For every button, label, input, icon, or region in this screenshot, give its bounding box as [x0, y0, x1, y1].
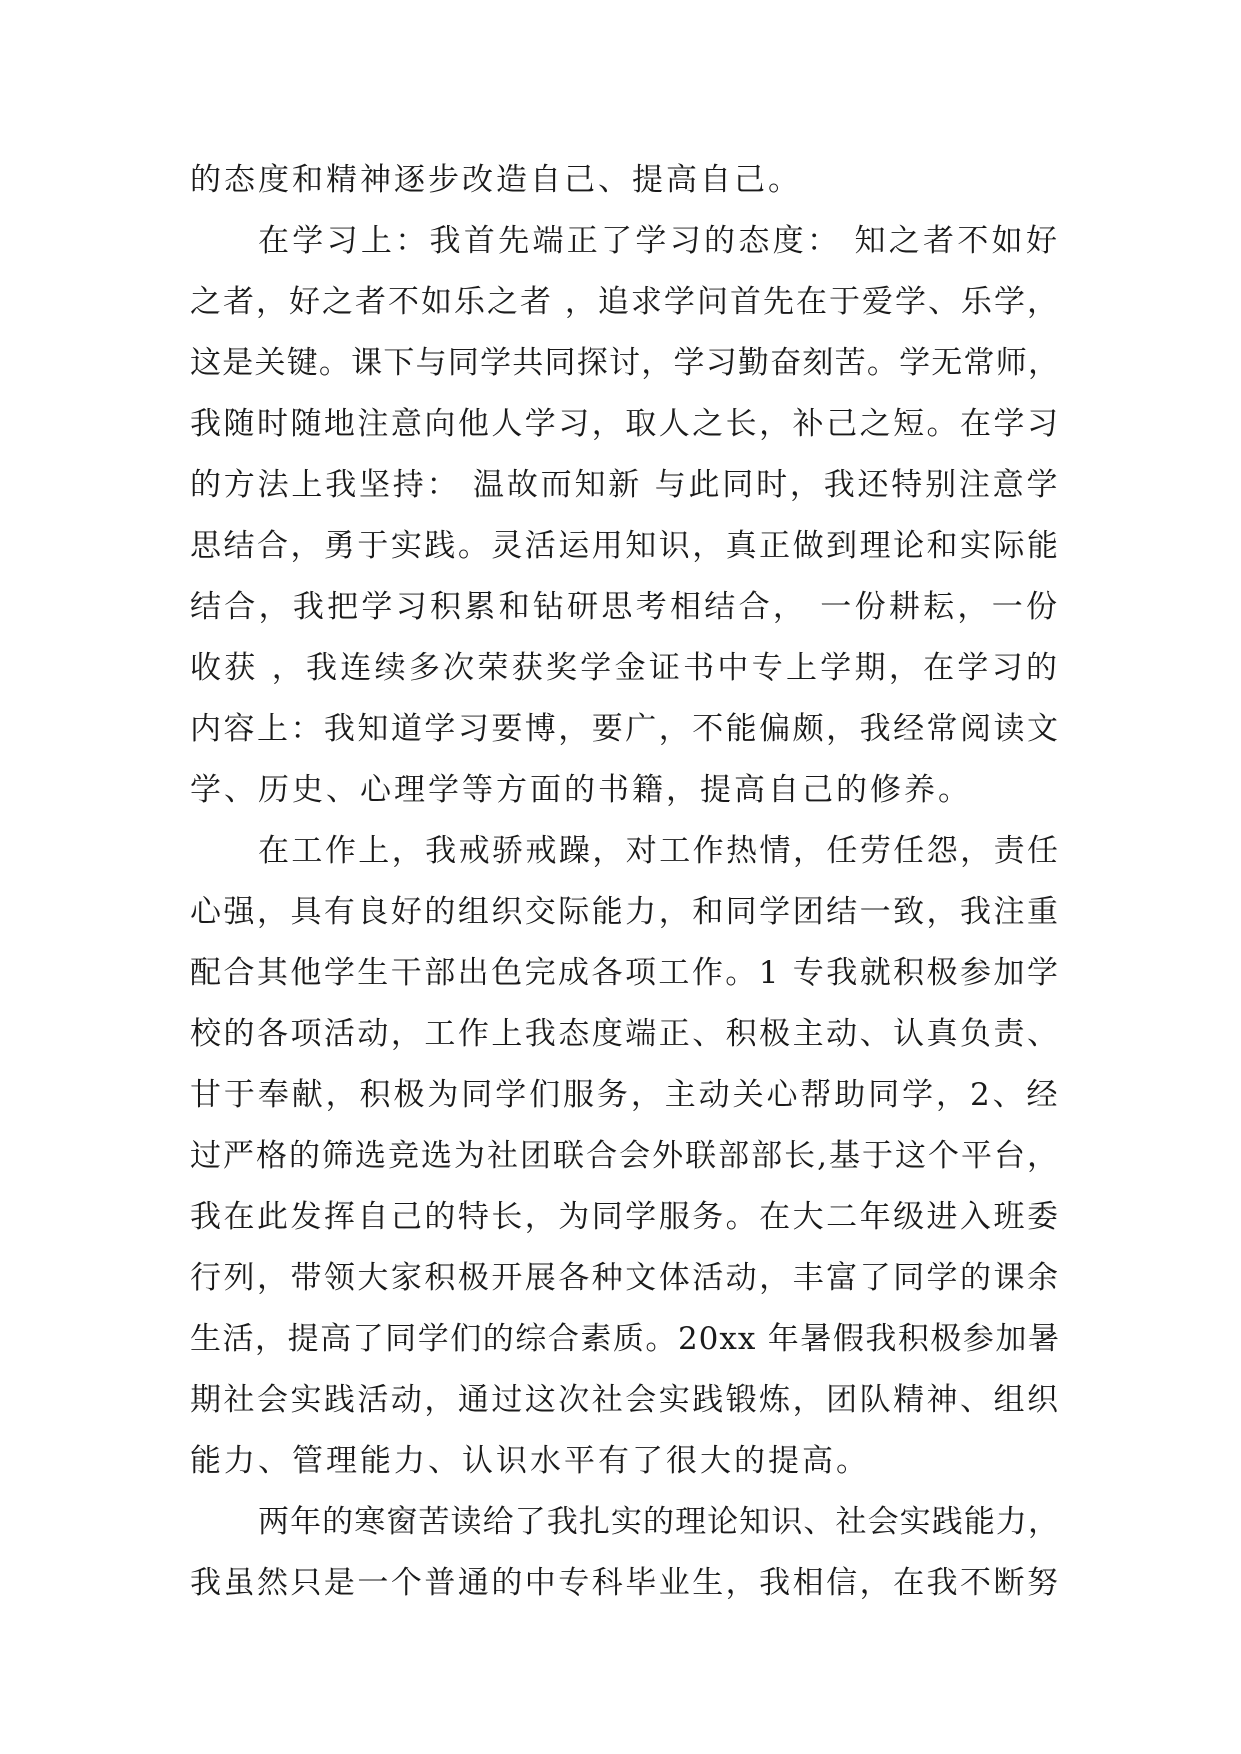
text-line: 生活，提高了同学们的综合素质。20xx 年暑假我积极参加暑 — [190, 1321, 1060, 1357]
text-line: 过严格的筛选竞选为社团联合会外联部部长,基于这个平台， — [190, 1138, 1060, 1174]
text-line: 学、历史、心理学等方面的书籍，提高自己的修养。 — [190, 772, 972, 808]
paragraph-first-line: 在工作上，我戒骄戒躁，对工作热情，任劳任怨，责任 — [258, 833, 1060, 869]
text-line: 的态度和精神逐步改造自己、提高自己。 — [190, 162, 802, 198]
text-line: 我随时随地注意向他人学习，取人之长，补己之短。在学习 — [190, 406, 1060, 442]
paragraph-first-line: 在学习上：我首先端正了学习的态度： 知之者不如好 — [258, 223, 1060, 259]
body-text — [190, 150, 1060, 1614]
text-line: 甘于奉献，积极为同学们服务，主动关心帮助同学，2、经 — [190, 1077, 1060, 1113]
text-line: 我在此发挥自己的特长，为同学服务。在大二年级进入班委 — [190, 1199, 1060, 1235]
text-line: 心强，具有良好的组织交际能力，和同学团结一致，我注重 — [190, 894, 1060, 930]
text-line: 行列，带领大家积极开展各种文体活动，丰富了同学的课余 — [190, 1260, 1060, 1296]
paragraph-first-line: 两年的寒窗苦读给了我扎实的理论知识、社会实践能力， — [258, 1504, 1060, 1540]
text-line: 期社会实践活动，通过这次社会实践锻炼，团队精神、组织 — [190, 1382, 1060, 1418]
text-line: 我虽然只是一个普通的中专科毕业生，我相信，在我不断努 — [190, 1565, 1060, 1601]
text-line: 思结合，勇于实践。灵活运用知识，真正做到理论和实际能 — [190, 528, 1060, 564]
text-line: 这是关键。课下与同学共同探讨，学习勤奋刻苦。学无常师， — [190, 345, 1060, 381]
text-line: 校的各项活动，工作上我态度端正、积极主动、认真负责、 — [190, 1016, 1060, 1052]
text-line: 内容上：我知道学习要博，要广，不能偏颇，我经常阅读文 — [190, 711, 1060, 747]
text-line: 收获 ，我连续多次荣获奖学金证书中专上学期，在学习的 — [190, 650, 1060, 686]
text-line: 结合，我把学习积累和钻研思考相结合， 一份耕耘，一份 — [190, 589, 1060, 625]
text-line: 之者，好之者不如乐之者 ，追求学问首先在于爱学、乐学， — [190, 284, 1060, 320]
text-line: 配合其他学生干部出色完成各项工作。1 专我就积极参加学 — [190, 955, 1060, 991]
text-line: 能力、管理能力、认识水平有了很大的提高。 — [190, 1443, 870, 1479]
text-line: 的方法上我坚持： 温故而知新 与此同时，我还特别注意学 — [190, 467, 1060, 503]
